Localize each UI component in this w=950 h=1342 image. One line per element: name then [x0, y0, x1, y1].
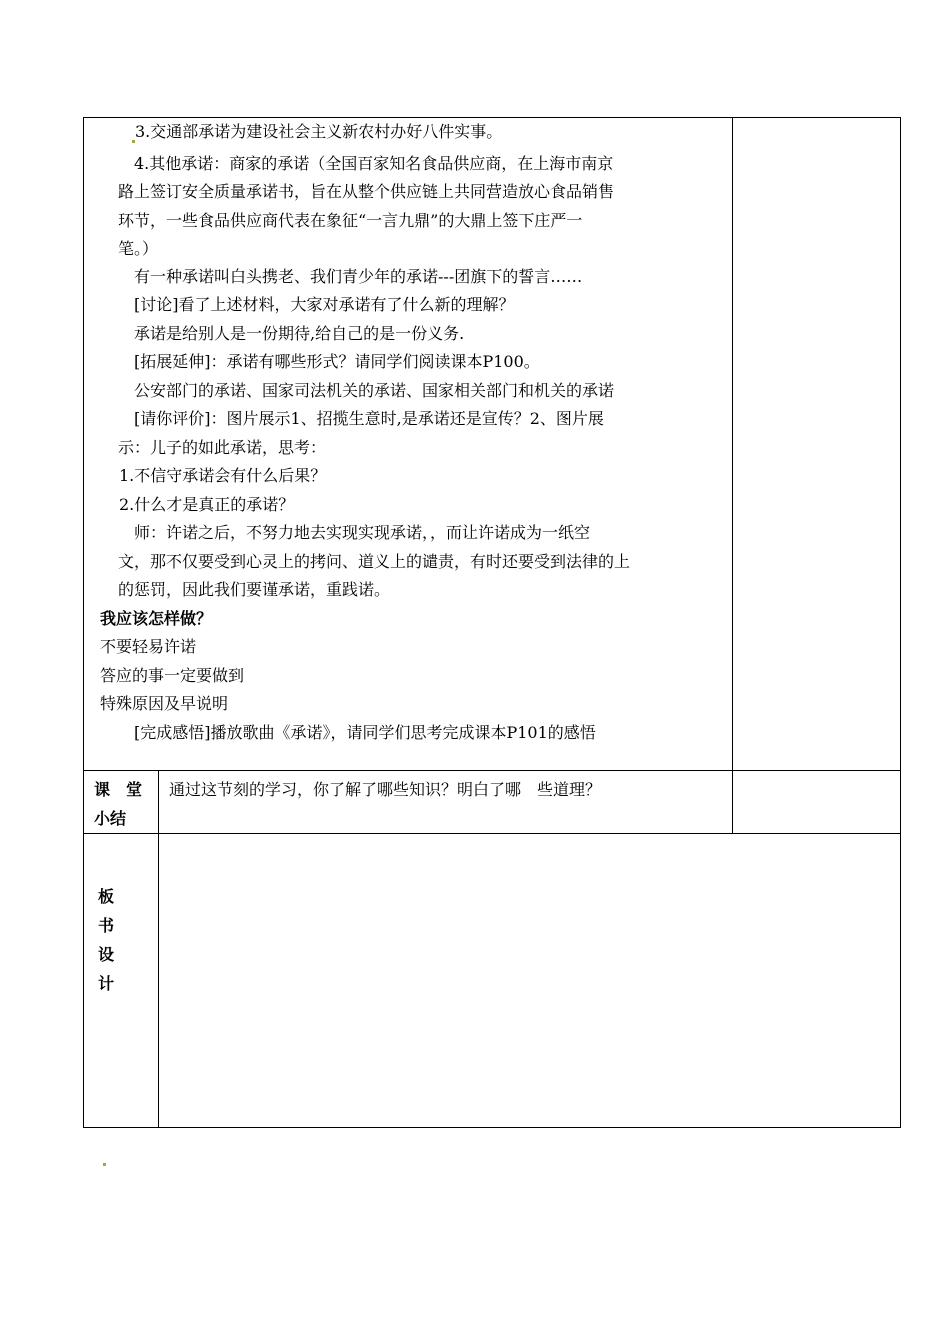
- text-line: 路上签订安全质量承诺书，旨在从整个供应链上共同营造放心食品销售: [118, 182, 615, 201]
- summary-notes-cell: [733, 771, 901, 834]
- text-line: 答应的事一定要做到: [100, 665, 245, 685]
- board-label-char: 板: [98, 887, 115, 906]
- board-label-char: 书: [98, 916, 115, 935]
- content-lines: [84, 118, 732, 747]
- text-line: 2.什么才是真正的承诺？: [119, 494, 295, 514]
- text-line: 师：许诺之后，不努力地去实现实现承诺，，而让许诺成为一纸空: [134, 523, 591, 542]
- text-line: 3.交通部承诺为建设社会主义新农村办好八件实事。: [92, 118, 710, 147]
- content-cell: [84, 118, 733, 771]
- board-label-char: 计: [98, 974, 115, 993]
- board-design-area: [159, 834, 901, 1128]
- section-heading: 我应该怎样做？: [100, 608, 213, 628]
- text-line: [请你评价]：图片展示1、招揽生意时,是承诺还是宣传？2、图片展: [134, 409, 604, 428]
- board-label-char: 设: [98, 945, 115, 964]
- text-line: 的惩罚，因此我们要谨承诺，重践诺。: [118, 580, 391, 599]
- highlight-mark: [103, 1163, 106, 1166]
- summary-label-line1: 课 堂: [94, 780, 143, 799]
- text-line: [讨论]看了上述材料，大家对承诺有了什么新的理解？: [134, 295, 515, 314]
- lesson-plan-table: [83, 117, 901, 1128]
- text-line: 示：儿子的如此承诺，思考：: [118, 437, 327, 457]
- text-line: 文，那不仅要受到心灵上的拷问、道义上的谴责，有时还要受到法律的上: [118, 551, 631, 571]
- text-line: 承诺是给别人是一份期待,给自己的是一份义务.: [134, 323, 465, 343]
- summary-text: 通过这节刻的学习，你了解了哪些知识？明白了哪 些道理？: [159, 771, 733, 834]
- board-row: [84, 834, 901, 1128]
- text-line: [完成感悟]播放歌曲《承诺》，请同学们思考完成课本P101的感悟: [134, 722, 596, 742]
- text-line: 有一种承诺叫白头携老、我们青少年的承诺---团旗下的誓言……: [134, 266, 583, 286]
- summary-label: [84, 771, 159, 834]
- text-line: 1.不信守承诺会有什么后果？: [119, 466, 327, 485]
- notes-cell: [733, 118, 901, 771]
- text-line: 特殊原因及早说明: [100, 694, 229, 713]
- summary-label-line2: 小结: [94, 809, 127, 828]
- text-line: 不要轻易许诺: [100, 637, 197, 656]
- text-line: 笔。）: [118, 239, 159, 258]
- summary-row: [84, 771, 901, 834]
- text-line: 公安部门的承诺、国家司法机关的承诺、国家相关部门和机关的承诺: [134, 380, 615, 400]
- text-line: 4.其他承诺：商家的承诺（全国百家知名食品供应商，在上海市南京: [134, 153, 614, 173]
- text-line: [拓展延伸]：承诺有哪些形式？请同学们阅读课本P100。: [134, 352, 540, 371]
- text-line: 环节，一些食品供应商代表在象征“一言九鼎”的大鼎上签下庄严一: [118, 210, 583, 230]
- board-label: [84, 834, 159, 1128]
- content-row: [84, 118, 901, 771]
